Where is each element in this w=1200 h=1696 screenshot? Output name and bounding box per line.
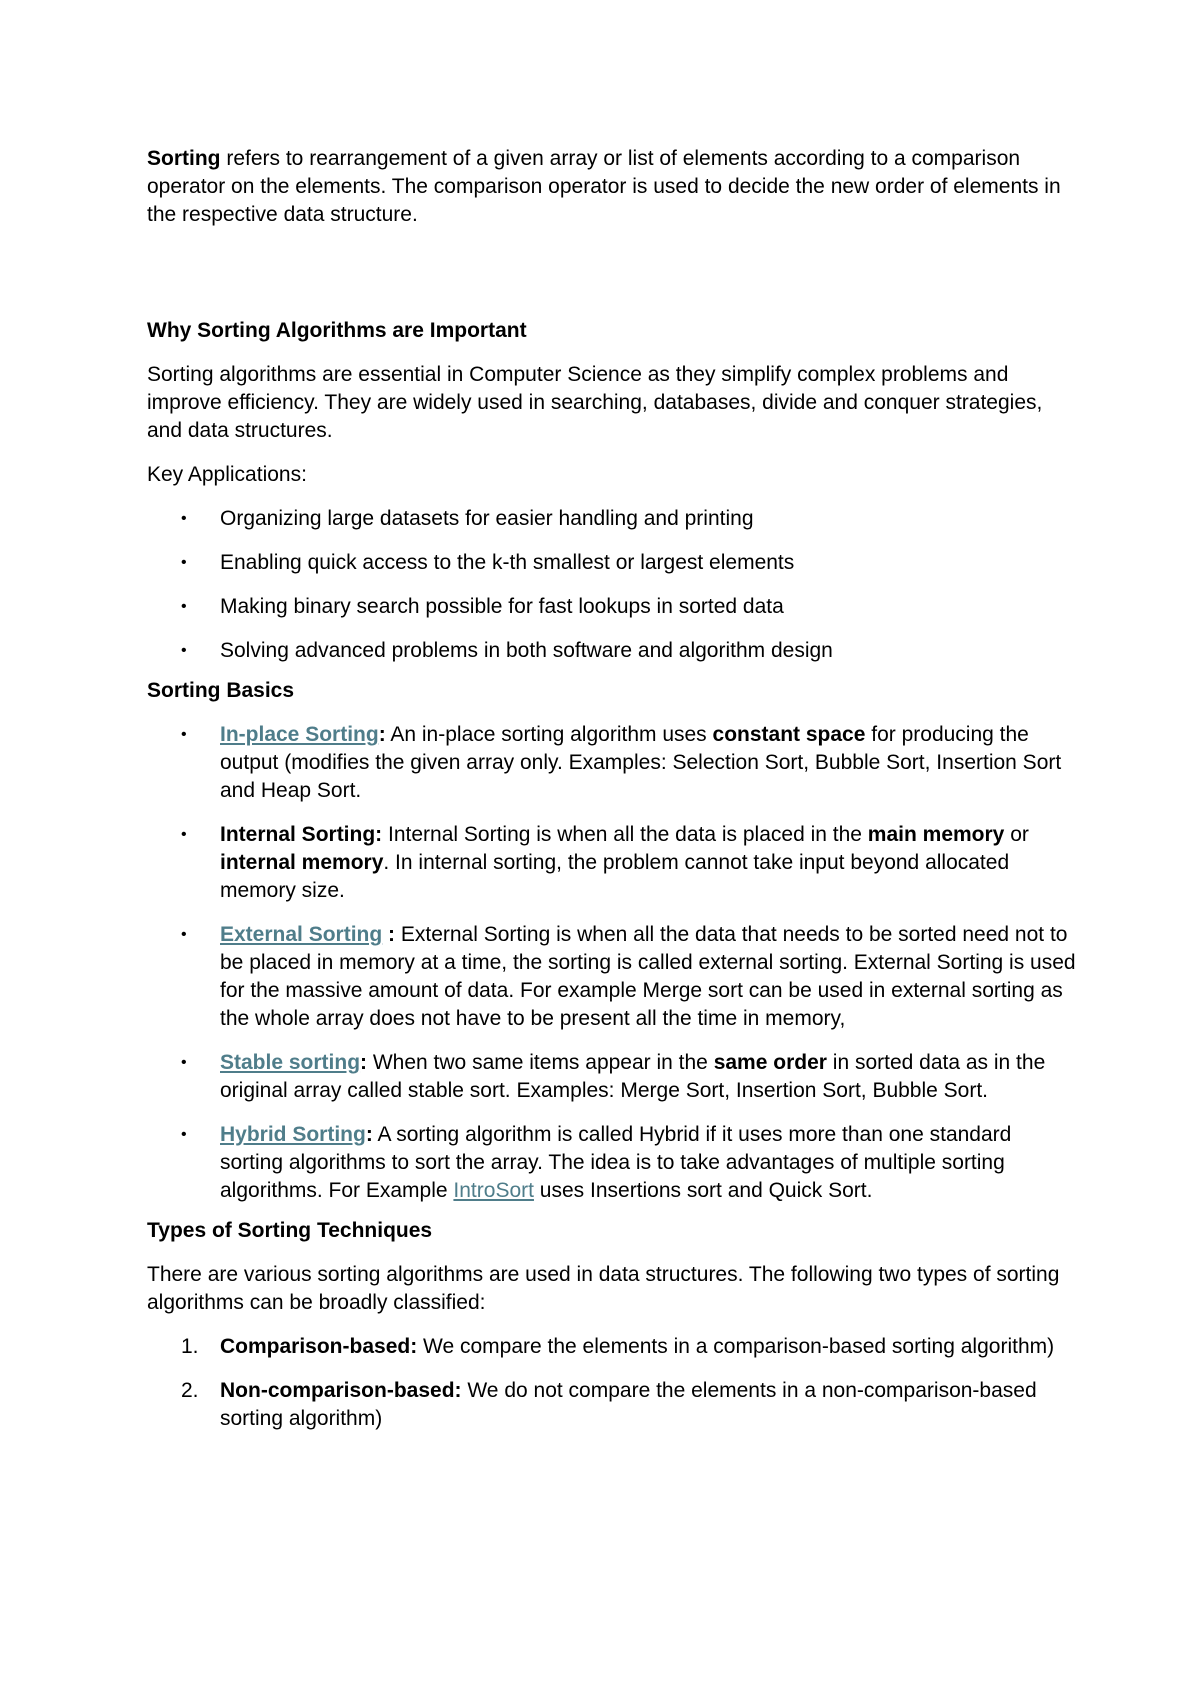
intro-term: Sorting [147, 147, 221, 170]
internal-text-2: or [1004, 823, 1029, 846]
bullet-icon: • [181, 554, 187, 571]
why-paragraph: Sorting algorithms are essential in Computer Science as they simplify complex problems and improve efficiency. They are widely used in searching, databases, divide and conquer strategies, and data structures. [147, 363, 1043, 442]
stable-text-1: When two same items appear in the [367, 1051, 714, 1074]
list-item [147, 637, 1077, 665]
internal-bold-1: main memory [867, 823, 1005, 846]
internal-bold-2: internal memory [220, 851, 384, 874]
inplace-sorting-link[interactable]: In-place Sorting [220, 723, 379, 746]
list-item [147, 505, 1077, 533]
internal-text-3: . In internal sorting, the problem cannot take input beyond allocated memory size. [220, 851, 1010, 902]
document-page [147, 145, 1077, 1433]
inplace-text-2: for producing the output (modifies the given array only. Examples: Selection Sort, Bubble Sort, Insertion Sort and Heap Sort. [220, 723, 1062, 802]
bullet-icon: • [181, 510, 187, 527]
intro-paragraph [147, 145, 1077, 229]
internal-text-1: Internal Sorting is when all the data is placed in the [382, 823, 868, 846]
basics-heading: Sorting Basics [147, 679, 295, 702]
list-item-comparison [147, 1333, 1077, 1361]
bullet-icon: • [181, 1126, 187, 1143]
applications-list [147, 505, 1077, 665]
hybrid-text-2: uses Insertions sort and Quick Sort. [533, 1179, 873, 1202]
list-item [147, 549, 1077, 577]
external-colon: : [382, 923, 396, 946]
list-item-internal [147, 821, 1077, 905]
comparison-text: We compare the elements in a comparison-based sorting algorithm) [417, 1335, 1055, 1358]
application-text: Enabling quick access to the k-th smallest or largest elements [220, 551, 795, 574]
application-text: Organizing large datasets for easier handling and printing [220, 507, 754, 530]
stable-sorting-link[interactable]: Stable sorting [220, 1051, 361, 1074]
list-item-non-comparison [147, 1377, 1077, 1433]
inplace-bold: constant space [712, 723, 866, 746]
types-heading: Types of Sorting Techniques [147, 1219, 433, 1242]
bullet-icon: • [181, 1054, 187, 1071]
stable-text-2: in sorted data as in the original array called stable sort. Examples: Merge Sort, Insertion Sort, Bubble Sort. [220, 1051, 1046, 1102]
non-comparison-text: We do not compare the elements in a non-comparison-based sorting algorithm) [220, 1379, 1037, 1430]
inplace-colon: : [378, 723, 386, 746]
stable-colon: : [360, 1051, 368, 1074]
hybrid-sorting-link[interactable]: Hybrid Sorting [220, 1123, 366, 1146]
types-paragraph: There are various sorting algorithms are used in data structures. The following two types of sorting algorithms can be broadly classified: [147, 1263, 1060, 1314]
non-comparison-label: Non-comparison-based: [220, 1379, 462, 1402]
application-text: Solving advanced problems in both software and algorithm design [220, 639, 833, 662]
bullet-icon: • [181, 598, 187, 615]
introsort-link[interactable]: IntroSort [453, 1179, 534, 1202]
application-text: Making binary search possible for fast lookups in sorted data [220, 595, 784, 618]
external-sorting-link[interactable]: External Sorting [220, 923, 383, 946]
key-applications-label: Key Applications: [147, 463, 307, 486]
hybrid-text-1: A sorting algorithm is called Hybrid if it uses more than one standard sorting algorithms to sort the array. The idea is to take advantages of multiple sorting algorithms. For Example [220, 1123, 1012, 1202]
hybrid-colon: : [365, 1123, 373, 1146]
bullet-icon: • [181, 926, 187, 943]
list-item [147, 593, 1077, 621]
internal-label: Internal Sorting: [220, 823, 383, 846]
bullet-icon: • [181, 826, 187, 843]
basics-list [147, 721, 1077, 1205]
list-item-inplace [147, 721, 1077, 805]
bullet-icon: • [181, 726, 187, 743]
list-item-stable [147, 1049, 1077, 1105]
inplace-text-1: An in-place sorting algorithm uses [385, 723, 713, 746]
why-heading: Why Sorting Algorithms are Important [147, 319, 527, 342]
comparison-label: Comparison-based: [220, 1335, 418, 1358]
list-item-hybrid [147, 1121, 1077, 1205]
intro-text: refers to rearrangement of a given array or list of elements according to a comparison operator on the elements. The comparison operator is used to decide the new order of elements in the respective data structure. [147, 147, 1061, 226]
list-item-external [147, 921, 1077, 1033]
list-number: 2. [181, 1379, 199, 1402]
external-text: External Sorting is when all the data that needs to be sorted need not to be placed in memory at a time, the sorting is called external sorting. External Sorting is used for the massive amount of data. For example Merge sort can be used in external sorting as the whole array does not have to be present all the time in memory, [220, 923, 1076, 1030]
types-list [147, 1333, 1077, 1433]
stable-bold: same order [713, 1051, 827, 1074]
list-number: 1. [181, 1335, 199, 1358]
bullet-icon: • [181, 642, 187, 659]
